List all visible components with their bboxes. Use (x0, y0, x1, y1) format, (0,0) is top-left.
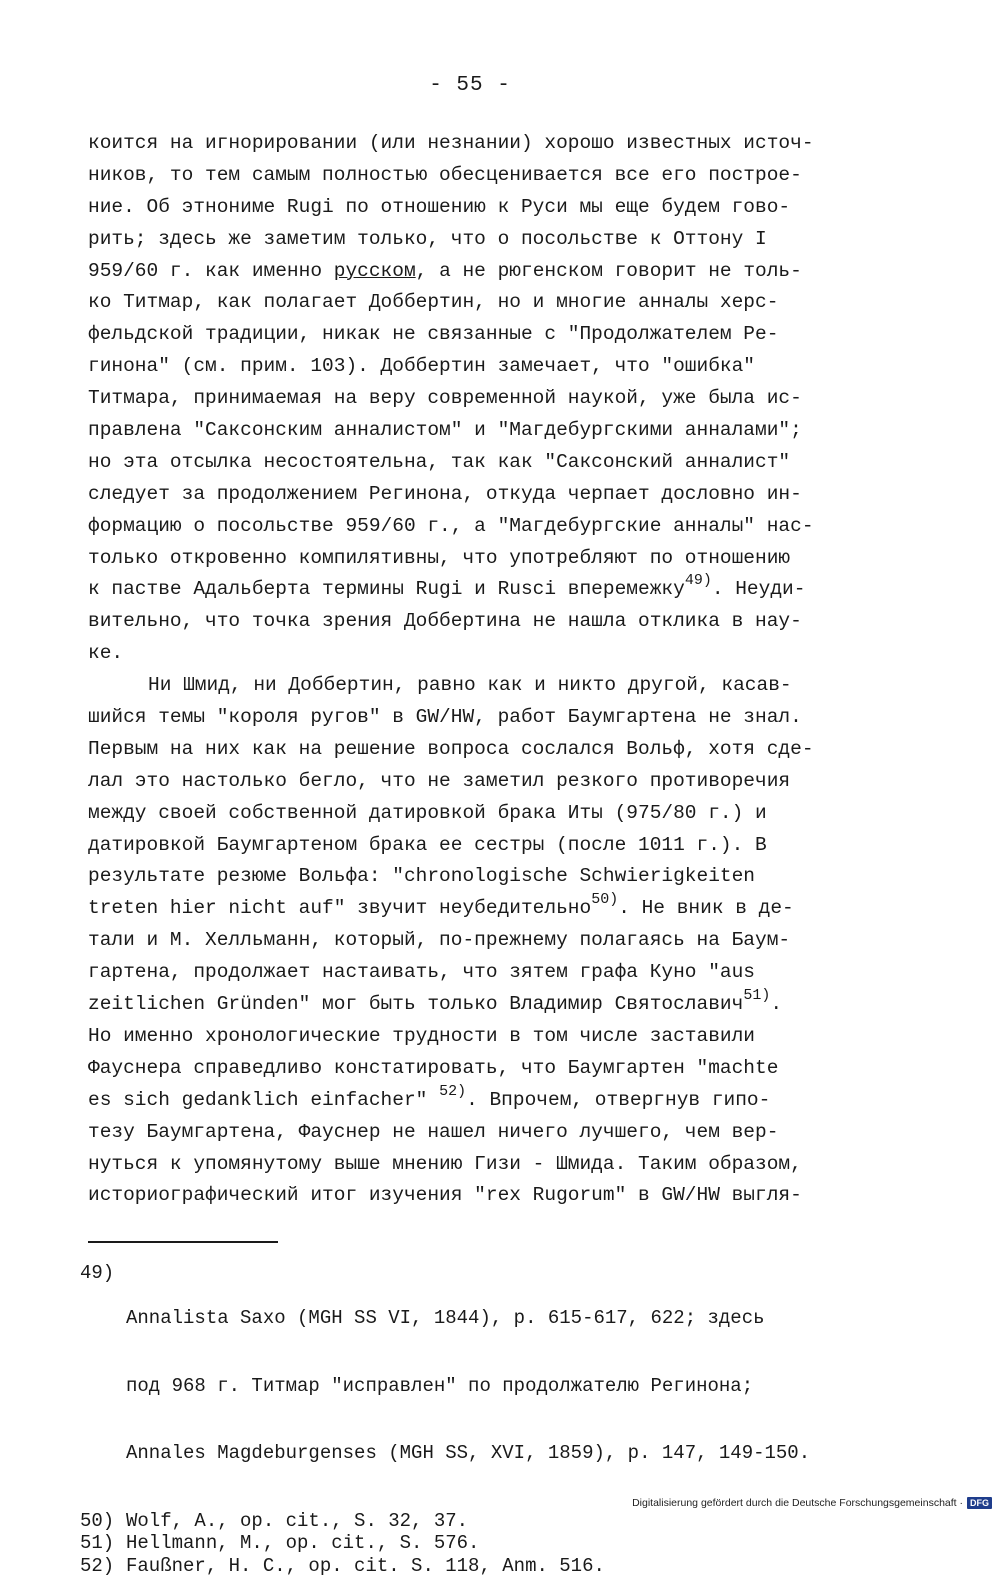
text-line: ке. (88, 638, 888, 670)
footnote-number: 51) (80, 1532, 126, 1555)
text-line: шийся темы "короля ругов" в GW/HW, работ Баумгартена не знал. (88, 702, 888, 734)
text-line (88, 574, 888, 606)
footnote-line: Hellmann, M., op. cit., S. 576. (126, 1532, 900, 1555)
digitization-credit (632, 1497, 992, 1509)
text-line: датировкой Баумгартеном брака ее сестры (после 1011 г.). В (88, 830, 888, 862)
text-line: фельдской традиции, никак не связанные с "Продолжателем Ре- (88, 319, 888, 351)
text-line: тезу Баумгартена, Фауснер не нашел ничего лучшего, чем вер- (88, 1117, 888, 1149)
footnote-50 (80, 1510, 900, 1533)
text-segment: zeitlichen Gründen" мог быть только Владимир Святославич (88, 993, 743, 1015)
text-line: гинона" (см. прим. 103). Доббертин замечает, что "ошибка" (88, 351, 888, 383)
text-line: только откровенно компилятивны, что употребляют по отношению (88, 543, 888, 575)
text-line: нуться к упомянутому выше мнению Гизи - Шмида. Таким образом, (88, 1149, 888, 1181)
digitization-credit-text: Digitalisierung gefördert durch die Deutsche Forschungsgemeinschaft · (632, 1497, 963, 1509)
text-line: коится на игнорировании (или незнании) хорошо известных источ- (88, 128, 888, 160)
footnote-line: Annales Magdeburgenses (MGH SS, XVI, 1859), p. 147, 149-150. (126, 1442, 900, 1465)
footnote-line: Faußner, H. C., op. cit. S. 118, Anm. 516. (126, 1555, 900, 1577)
text-segment: 959/60 г. как именно (88, 260, 334, 282)
text-segment: . Неуди- (712, 578, 806, 600)
footnote-line: Annalista Saxo (MGH SS VI, 1844), p. 615-617, 622; здесь (126, 1307, 900, 1330)
text-line: Но именно хронологические трудности в том числе заставили (88, 1021, 888, 1053)
text-line (88, 1085, 888, 1117)
text-line: лал это настолько бегло, что не заметил резкого противоречия (88, 766, 888, 798)
underlined-word: русском (334, 260, 416, 282)
dfg-logo: DFG (967, 1497, 992, 1509)
footnotes (80, 1262, 900, 1577)
text-line: Первым на них как на решение вопроса сослался Вольф, хотя сде- (88, 734, 888, 766)
footnote-49 (80, 1262, 900, 1510)
text-line: ников, то тем самым полностью обесценивается все его построе- (88, 160, 888, 192)
body-text (88, 128, 888, 1212)
text-line: тали и М. Хелльманн, который, по-прежнему полагаясь на Баум- (88, 925, 888, 957)
text-line: Фауснера справедливо констатировать, что Баумгартен "machte (88, 1053, 888, 1085)
footnote-ref-49[interactable]: 49) (685, 572, 712, 589)
text-line: вительно, что точка зрения Доббертина не нашла отклика в нау- (88, 606, 888, 638)
text-line: между своей собственной датировкой брака Иты (975/80 г.) и (88, 798, 888, 830)
footnote-ref-52[interactable]: 52) (439, 1083, 466, 1100)
text-line: гартена, продолжает настаивать, что зятем графа Куно "aus (88, 957, 888, 989)
footnote-body (126, 1262, 900, 1510)
footnote-divider (88, 1241, 278, 1243)
text-line (88, 256, 888, 288)
text-line: ние. Об этнониме Rugi по отношению к Руси мы еще будем гово- (88, 192, 888, 224)
page-number: - 55 - (0, 74, 940, 97)
footnote-line: под 968 г. Титмар "исправлен" по продолжателю Регинона; (126, 1375, 900, 1398)
footnote-number: 50) (80, 1510, 126, 1533)
text-segment: к пастве Адальберта термины Rugi и Rusci вперемежку (88, 578, 685, 600)
text-segment: . (770, 993, 782, 1015)
text-line: формацию о посольстве 959/60 г., а "Магдебургские анналы" нас- (88, 511, 888, 543)
text-line (88, 893, 888, 925)
footnote-ref-50[interactable]: 50) (591, 891, 618, 908)
paragraph-start-line: Ни Шмид, ни Доббертин, равно как и никто другой, касав- (88, 670, 888, 702)
text-segment: treten hier nicht auf" звучит неубедительно (88, 897, 591, 919)
text-segment: , а не рюгенском говорит не толь- (416, 260, 802, 282)
text-line: результате резюме Вольфа: "chronologische Schwierigkeiten (88, 861, 888, 893)
text-line: историографический итог изучения "rex Rugorum" в GW/HW выгля- (88, 1180, 888, 1212)
text-line: ко Титмар, как полагает Доббертин, но и многие анналы херс- (88, 287, 888, 319)
footnote-number: 52) (80, 1555, 126, 1577)
footnote-52 (80, 1555, 900, 1577)
text-segment: es sich gedanklich einfacher" (88, 1089, 439, 1111)
footnote-line: Wolf, A., op. cit., S. 32, 37. (126, 1510, 900, 1533)
footnote-51 (80, 1532, 900, 1555)
text-segment: . Впрочем, отвергнув гипо- (466, 1089, 770, 1111)
text-line (88, 989, 888, 1021)
footnote-ref-51[interactable]: 51) (743, 987, 770, 1004)
text-line: правлена "Саксонским анналистом" и "Магдебургскими анналами"; (88, 415, 888, 447)
text-line: Титмара, принимаемая на веру современной наукой, уже была ис- (88, 383, 888, 415)
footnote-number: 49) (80, 1262, 126, 1510)
text-line: следует за продолжением Регинона, откуда черпает дословно ин- (88, 479, 888, 511)
text-line: рить; здесь же заметим только, что о посольстве к Оттону I (88, 224, 888, 256)
text-line: но эта отсылка несостоятельна, так как "Саксонский анналист" (88, 447, 888, 479)
text-segment: . Не вник в де- (618, 897, 794, 919)
